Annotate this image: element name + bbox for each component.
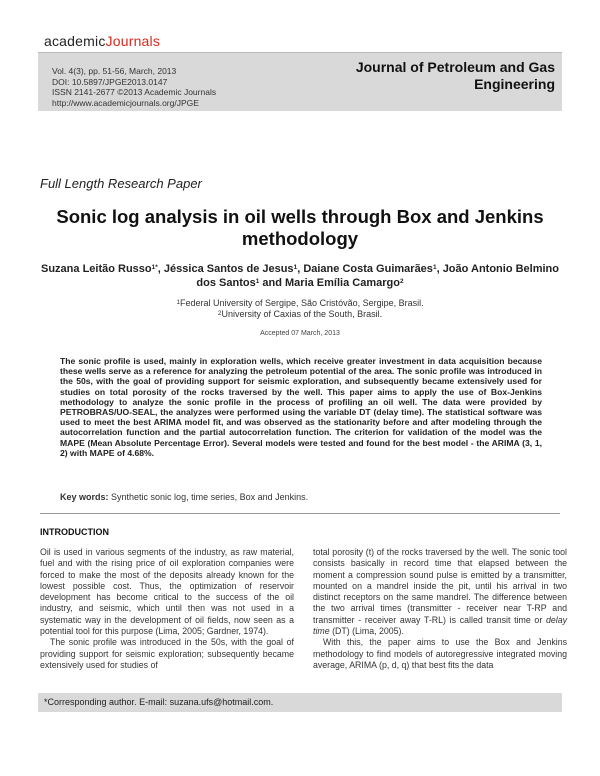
section-heading-introduction: INTRODUCTION [40, 527, 109, 537]
affiliation: $^1$Federal University of Sergipe, São Cristóvão, Sergipe, Brasil. [176, 298, 424, 308]
paper-title: Sonic log analysis in oil wells through Box and Jenkins methodology [56, 206, 544, 249]
affiliations [60, 298, 540, 320]
author: Daiane Costa Guimarães [303, 263, 433, 275]
logo-part-journals: Journals [105, 33, 161, 49]
accepted-date: Accepted 07 March, 2013 [260, 330, 340, 337]
paper-type: Full Length Research Paper [40, 176, 202, 191]
journal-meta [52, 66, 216, 108]
abstract: The sonic profile is used, mainly in exploration wells, which receive greater investment in data acquisition because these wells serve as a reference for analyzing the petroleum potential of the area. The sonic profile was introduced in the 50s, with the goal of providing support for seismic exploration, and subsequently became extensively used for studies on total porosity of the rocks traversed by the well. This paper aims to apply the use of Box-Jenkins methodology to analyze the sonic profile in the process of profiling an oil well. The data were provided by PETROBRAS/UO-SEAL, the analyzes were performed using the variable DT (delay time). The statistical software was used to meet the best ARIMA model fit, and was observed as the stationarity before and after modeling through the autocorrelation function and the partial autocorrelation function. The criterion for validation of the model was the MAPE (Mean Absolute Percentage Error). Several models were tested and found for the best model - the ARIMA (3, 1, 2) with MAPE of 4.68%. [60, 356, 542, 458]
logo-part-academic: academic [44, 33, 106, 49]
author: João Antonio Belmino dos Santos [196, 263, 559, 289]
meta-volume: Vol. 4(3), pp. 51-56, March, 2013 [52, 66, 177, 76]
journal-title-line1: Journal of Petroleum and Gas [355, 59, 555, 75]
meta-url[interactable]: http://www.academicjournals.org/JPGE [52, 97, 199, 108]
publisher-logo [44, 33, 160, 49]
section-divider [40, 513, 560, 514]
author: Maria Emília Camargo [285, 277, 400, 289]
paragraph: With this, the paper aims to use the Box and Jenkins methodology to find models of autoregressive integrated moving average, ARIMA (p, d, q) that best fits the data [313, 637, 567, 670]
paragraph: Oil is used in various segments of the industry, as raw material, fuel and with the rising price of oil exploration companies were forced to make the most of the deposits already known for the lowest possible cost. Thus, the optimization of reservoir development has become critical to the success of the oil industry, and seismic, which until then was not used in a systematic way in the development of oil fields, now seen as a potential tool for this purpose (Lima, 2005; Gardner, 1974). [40, 547, 294, 637]
meta-issn: ISSN 2141-2677 ©2013 Academic Journals [52, 87, 217, 97]
affiliation: $^2$University of Caxias of the South, Brasil. [217, 309, 383, 319]
keywords [60, 492, 542, 502]
paragraph: total porosity (t) of the rocks traversed by the well. The sonic tool consists basically in record time that elapsed between the moment a compression sound pulse is emitted by a transmitter, mounted on a mandrel inside the pit, until his arrival in two distinct receptors on the same mandrel. The difference between the two arrival times (transmitter - receiver near T-RP and transmitter - receiver away T-RL) is called transit time or delay time (DT) (Lima, 2005). [313, 547, 567, 637]
author-list: Suzana Leitão Russo$^{1*}$, Jéssica Santos de Jesus$^1$, Daiane Costa Guimarães$^1$, João Antonio Belmino dos Santos$^1$ and Maria Emília Camargo$^2$ [41, 263, 559, 289]
keywords-text: Synthetic sonic log, time series, Box and Jenkins. [111, 492, 309, 502]
body-column-right [313, 547, 567, 671]
author: Jéssica Santos de Jesus [163, 263, 294, 275]
meta-doi: DOI: 10.5897/JPGE2013.0147 [52, 76, 168, 87]
keywords-label: Key words: [60, 492, 109, 502]
body-column-left [40, 547, 294, 671]
corresponding-author-footnote: *Corresponding author. E-mail: suzana.ufs@hotmail.com. [44, 697, 274, 707]
journal-title-line2: Engineering [474, 76, 555, 92]
paragraph: The sonic profile was introduced in the 50s, with the goal of providing support for seismic exploration; subsequently became extensively used for studies of [40, 637, 294, 670]
author: Suzana Leitão Russo [41, 263, 152, 275]
journal-title [295, 59, 555, 93]
